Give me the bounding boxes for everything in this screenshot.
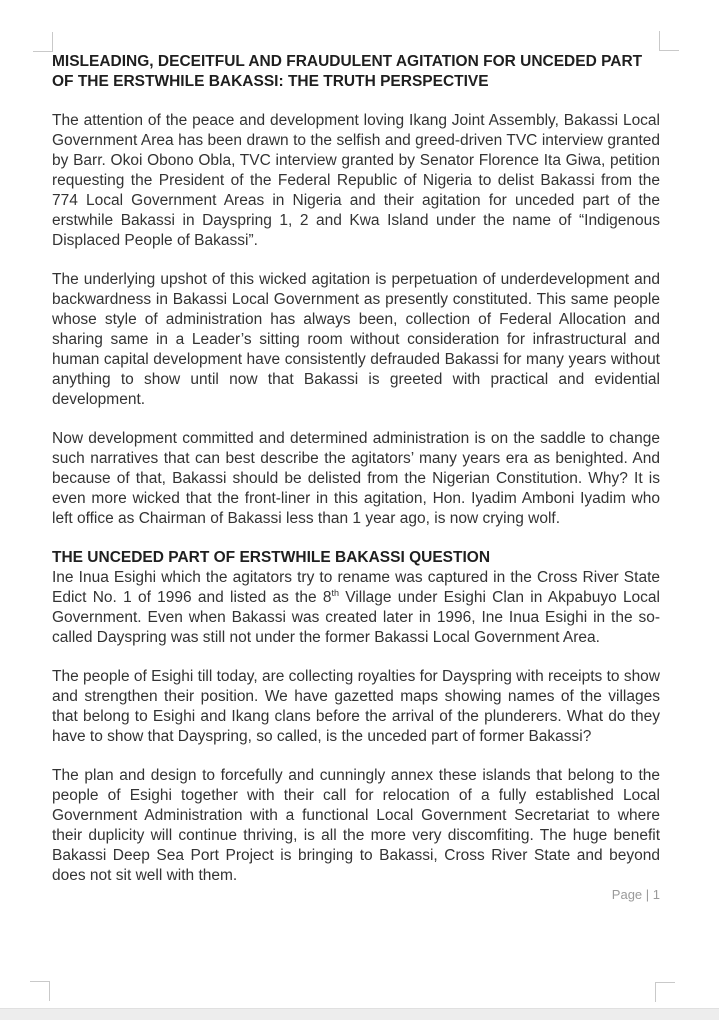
- document-page: [52, 52, 660, 903]
- crop-mark-bottom-right: [655, 982, 675, 1002]
- ordinal-superscript: th: [331, 587, 340, 598]
- paragraph-now-development: Now development committed and determined administration is on the saddle to change such narratives that can best describe the agitators’ many years era as benighted. And because of that, Bakassi should be delisted from the Nigerian Constitution. Why? It is even more wicked that the front-liner in this agitation, Hon. Iyadim Amboni Iyadim who left office as Chairman of Bakassi less than 1 year ago, is now crying wolf.: [52, 430, 660, 527]
- paragraph-edict: [52, 568, 660, 648]
- page-number: Page | 1: [611, 887, 660, 902]
- paragraph-royalties: The people of Esighi till today, are collecting royalties for Dayspring with receipts to show and strengthen their position. We have gazetted maps showing names of the villages that belong to Esighi and Ikang clans before the arrival of the plunderers. What do they have to show that Dayspring, so called, is the unceded part of former Bakassi?: [52, 668, 660, 745]
- crop-mark-top-right: [659, 31, 679, 51]
- paragraph-edict-pre: Ine Inua Esighi which the agitators try to rename was captured in the Cross River State Edict No. 1 of 1996 and listed as the 8: [52, 569, 660, 606]
- bottom-edge-band: [0, 1008, 719, 1020]
- document-title: MISLEADING, DECEITFUL AND FRAUDULENT AGITATION FOR UNCEDED PART OF THE ERSTWHILE BAKASSI: THE TRUTH PERSPECTIVE: [52, 53, 643, 90]
- paragraph-edict-post: Village under Esighi Clan in Akpabuyo Local Government. Even when Bakassi was created later in 1996, Ine Inua Esighi in the so-called Dayspring was still not under the former Bakassi Local Government Area.: [52, 589, 660, 646]
- crop-mark-top-left: [33, 32, 53, 52]
- section-heading-unceded-question: THE UNCEDED PART OF ERSTWHILE BAKASSI QUESTION: [52, 549, 491, 566]
- crop-mark-bottom-left: [30, 981, 50, 1001]
- paragraph-attention: The attention of the peace and development loving Ikang Joint Assembly, Bakassi Local Government Area has been drawn to the selfish and greed-driven TVC interview granted by Barr. Okoi Obono Obla, TVC interview granted by Senator Florence Ita Giwa, petition requesting the President of the Federal Republic of Nigeria to delist Bakassi from the 774 Local Government Areas in Nigeria and their agitation for unceded part of the erstwhile Bakassi in Dayspring 1, 2 and Kwa Island under the name of “Indigenous Displaced People of Bakassi”.: [52, 112, 660, 249]
- paragraph-underlying-upshot: The underlying upshot of this wicked agitation is perpetuation of underdevelopment and backwardness in Bakassi Local Government as presently constituted. This same people whose style of administration has always been, collection of Federal Allocation and sharing same in a Leader’s sitting room without consideration for infrastructural and human capital development have consistently defrauded Bakassi for many years without anything to show until now that Bakassi is greeted with practical and evidential development.: [52, 271, 660, 408]
- paragraph-annex-plan: The plan and design to forcefully and cunningly annex these islands that belong to the people of Esighi together with their call for relocation of a fully established Local Government Administration with a functional Local Government Secretariat to where their duplicity will continue thriving, is all the more very discomfiting. The huge benefit Bakassi Deep Sea Port Project is bringing to Bakassi, Cross River State and beyond does not sit well with them.: [52, 767, 660, 884]
